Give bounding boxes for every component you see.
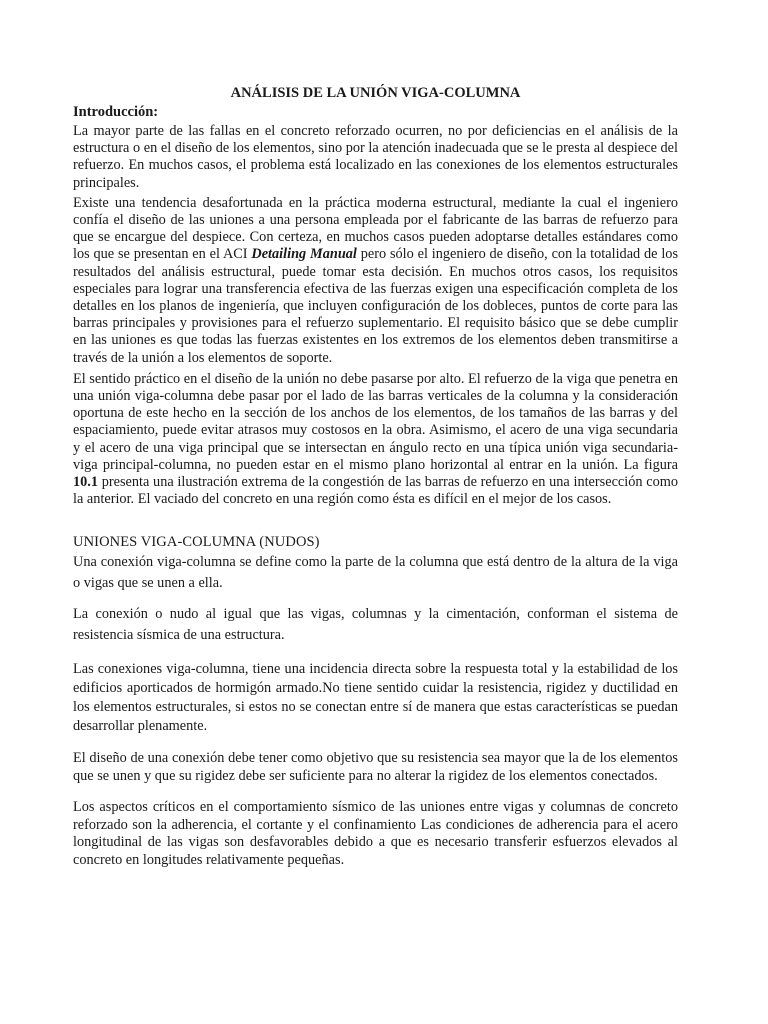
intro-heading: Introducción: xyxy=(73,104,159,120)
intro-paragraph-2 xyxy=(73,195,678,367)
intro-paragraph-2-part-a: Existe una tendencia desafortunada en la práctica moderna estructural, mediante la cual el ingeniero confía el diseño de las uniones a una persona empleada por el fabricante de las barras de refuerzo para que se encargue del despiece. Con certeza, en muchos casos pueden adoptarse detalles estándares como los que se presentan en el ACI xyxy=(73,194,678,263)
section-paragraph-3: Las conexiones viga-columna, tiene una incidencia directa sobre la respuesta total y la estabilidad de los edificios aporticados de hormigón armado.No tiene sentido cuidar la resistencia, rigidez y ductilidad en los elementos estructurales, si estos no se conectan entre sí de manera que estas características se puedan desarrollar plenamente. xyxy=(73,661,678,735)
section-heading: UNIONES VIGA-COLUMNA (NUDOS) xyxy=(73,534,320,551)
section-paragraph-5: Los aspectos críticos en el comportamiento sísmico de las uniones entre vigas y columnas de concreto reforzado son la adherencia, el cortante y el confinamiento Las condiciones de adherencia para el acero longitudinal de las vigas son desfavorables debido a que es necesario transferir esfuerzos elevados al concreto en longitudes relativamente pequeñas. xyxy=(73,799,678,868)
intro-paragraph-3-part-a: El sentido práctico en el diseño de la unión no debe pasarse por alto. El refuerzo de la viga que penetra en una unión viga-columna debe pasar por el lado de las barras verticales de la columna y la consideración oportuna de este hecho en la sección de los anchos de los elementos, de los tamaños de las barras y del espaciamiento, puede evitar atrasos muy costosos en la obra. Asimismo, el acero de una viga secundaria y el acero de una viga principal que se intersectan en ángulo recto en una típica unión viga secundaria-viga principal-columna, no pueden estar en el mismo plano horizontal al entrar en la unión. La figura xyxy=(73,370,678,473)
section-paragraph-2: La conexión o nudo al igual que las vigas, columnas y la cimentación, conforman el sistema de resistencia sísmica de una estructura. xyxy=(73,606,678,644)
intro-paragraph-1: La mayor parte de las fallas en el concreto reforzado ocurren, no por deficiencias en el análisis de la estructura o en el diseño de los elementos, sino por la atención inadecuada que se le presta al despiece del refuerzo. En muchos casos, el problema está localizado en las conexiones de los elementos estructurales principales. xyxy=(73,123,678,191)
intro-paragraph-3-part-b: presenta una ilustración extrema de la congestión de las barras de refuerzo en una intersección como la anterior. El vaciado del concreto en una región como ésta es difícil en el mejor de los casos. xyxy=(73,474,678,508)
figure-reference: 10.1 xyxy=(73,474,99,491)
document-page xyxy=(73,84,678,869)
document-title: ANÁLISIS DE LA UNIÓN VIGA-COLUMNA xyxy=(230,85,521,101)
section-paragraph-1: Una conexión viga-columna se define como la parte de la columna que está dentro de la altura de la viga o vigas que se unen a ella. xyxy=(73,554,678,592)
intro-paragraph-2-part-b: pero sólo el ingeniero de diseño, con la totalidad de los resultados del análisis estructural, puede tomar esta decisión. En muchos otros casos, los requisitos especiales para lograr una transferencia efectiva de las fuerzas exigen una especificación completa de los detalles en los planos de ingeniería, que incluyen configuración de los dobleces, puntos de corte para las barras principales y provisiones para el refuerzo suplementario. El requisito básico que se debe cumplir en las uniones es que todas las fuerzas existentes en los extremos de los elementos deben transmitirse a través de la unión a los elementos de soporte. xyxy=(73,246,679,366)
section-paragraph-4: El diseño de una conexión debe tener como objetivo que su resistencia sea mayor que la de los elementos que se unen y que su rigidez debe ser suficiente para no alterar la rigidez de los elementos conectados. xyxy=(73,750,678,784)
detailing-manual-reference: Detailing Manual xyxy=(251,246,357,263)
intro-paragraph-3 xyxy=(73,371,678,509)
